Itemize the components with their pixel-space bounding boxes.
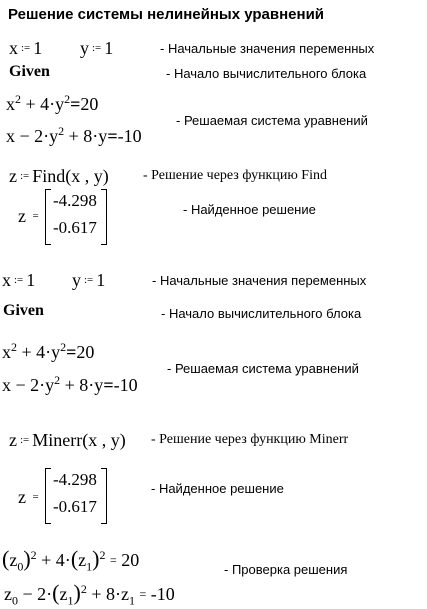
note-system-2: - Решаемая система уравнений [167, 361, 359, 376]
result-1-x: -4.298 [53, 191, 97, 210]
result-matrix-2 [45, 468, 107, 524]
check-equation-1: $(z_0)^2 + 4\cdot(z_1)^2 = 20$ [2, 546, 140, 574]
solver-name-2: Minerr [32, 430, 83, 450]
init-y-2: y := 1 [72, 270, 106, 290]
equation-1-2-rhs: -10 [117, 126, 142, 146]
result-2-x: -4.298 [53, 470, 97, 489]
equation-2-2: $x - 2\cdot y^2 + 8\cdot y=-10$ [2, 373, 138, 395]
result-1-y: -0.617 [53, 218, 97, 237]
note-solve-2: - Решение через функцию Minerr [151, 432, 349, 447]
solve-expression-2: z := Minerr(x , y) [9, 430, 126, 450]
check-equation-2: $z_0 - 2\cdot(z_1)^2 + 8\cdot z_1 = -10$ [4, 580, 175, 608]
note-given-1: - Начало вычислительного блока [166, 66, 367, 81]
check-equation-2-rhs: -10 [150, 584, 175, 604]
note-init-2: - Начальные значения переменных [152, 273, 367, 288]
note-result-2: - Найденное решение [151, 481, 284, 496]
init-x-value-1: 1 [33, 38, 43, 58]
equation-1-2: $x - 2\cdot y^2 + 8\cdot y=-10$ [6, 124, 142, 146]
solve-expression-1: z := Find(x , y) [9, 166, 109, 186]
check-equation-1-rhs: 20 [121, 550, 140, 570]
init-y-1: y := 1 [80, 38, 114, 58]
solver-name-1: Find [32, 166, 66, 186]
result-label-2: z = [18, 487, 39, 507]
init-y-value-1: 1 [104, 38, 114, 58]
note-check: - Проверка решения [224, 562, 348, 577]
result-label-1: z = [18, 206, 39, 226]
init-x-2: x := 1 [2, 270, 36, 290]
equation-1-1-rhs: 20 [80, 94, 99, 114]
note-solve-1: - Решение через функцию Find [143, 168, 327, 183]
equation-2-1: $x^2 + 4\cdot y^2=20$ [2, 340, 95, 362]
given-keyword-1: Given [9, 63, 50, 80]
given-keyword-2: Given [3, 302, 44, 319]
init-x-value-2: 1 [26, 270, 36, 290]
init-x-1: x := 1 [9, 38, 43, 58]
equation-1-1: $x^2 + 4\cdot y^2=20$ [6, 92, 99, 114]
equation-2-2-rhs: -10 [113, 375, 138, 395]
result-2-y: -0.617 [53, 497, 97, 516]
equation-2-1-rhs: 20 [76, 342, 95, 362]
note-given-2: - Начало вычислительного блока [161, 306, 362, 321]
result-matrix-1 [45, 189, 107, 245]
init-y-value-2: 1 [96, 270, 106, 290]
page-title: Решение системы нелинейных уравнений [8, 6, 325, 23]
note-system-1: - Решаемая система уравнений [176, 113, 368, 128]
note-result-1: - Найденное решение [183, 202, 316, 217]
note-init-1: - Начальные значения переменных [160, 41, 375, 56]
